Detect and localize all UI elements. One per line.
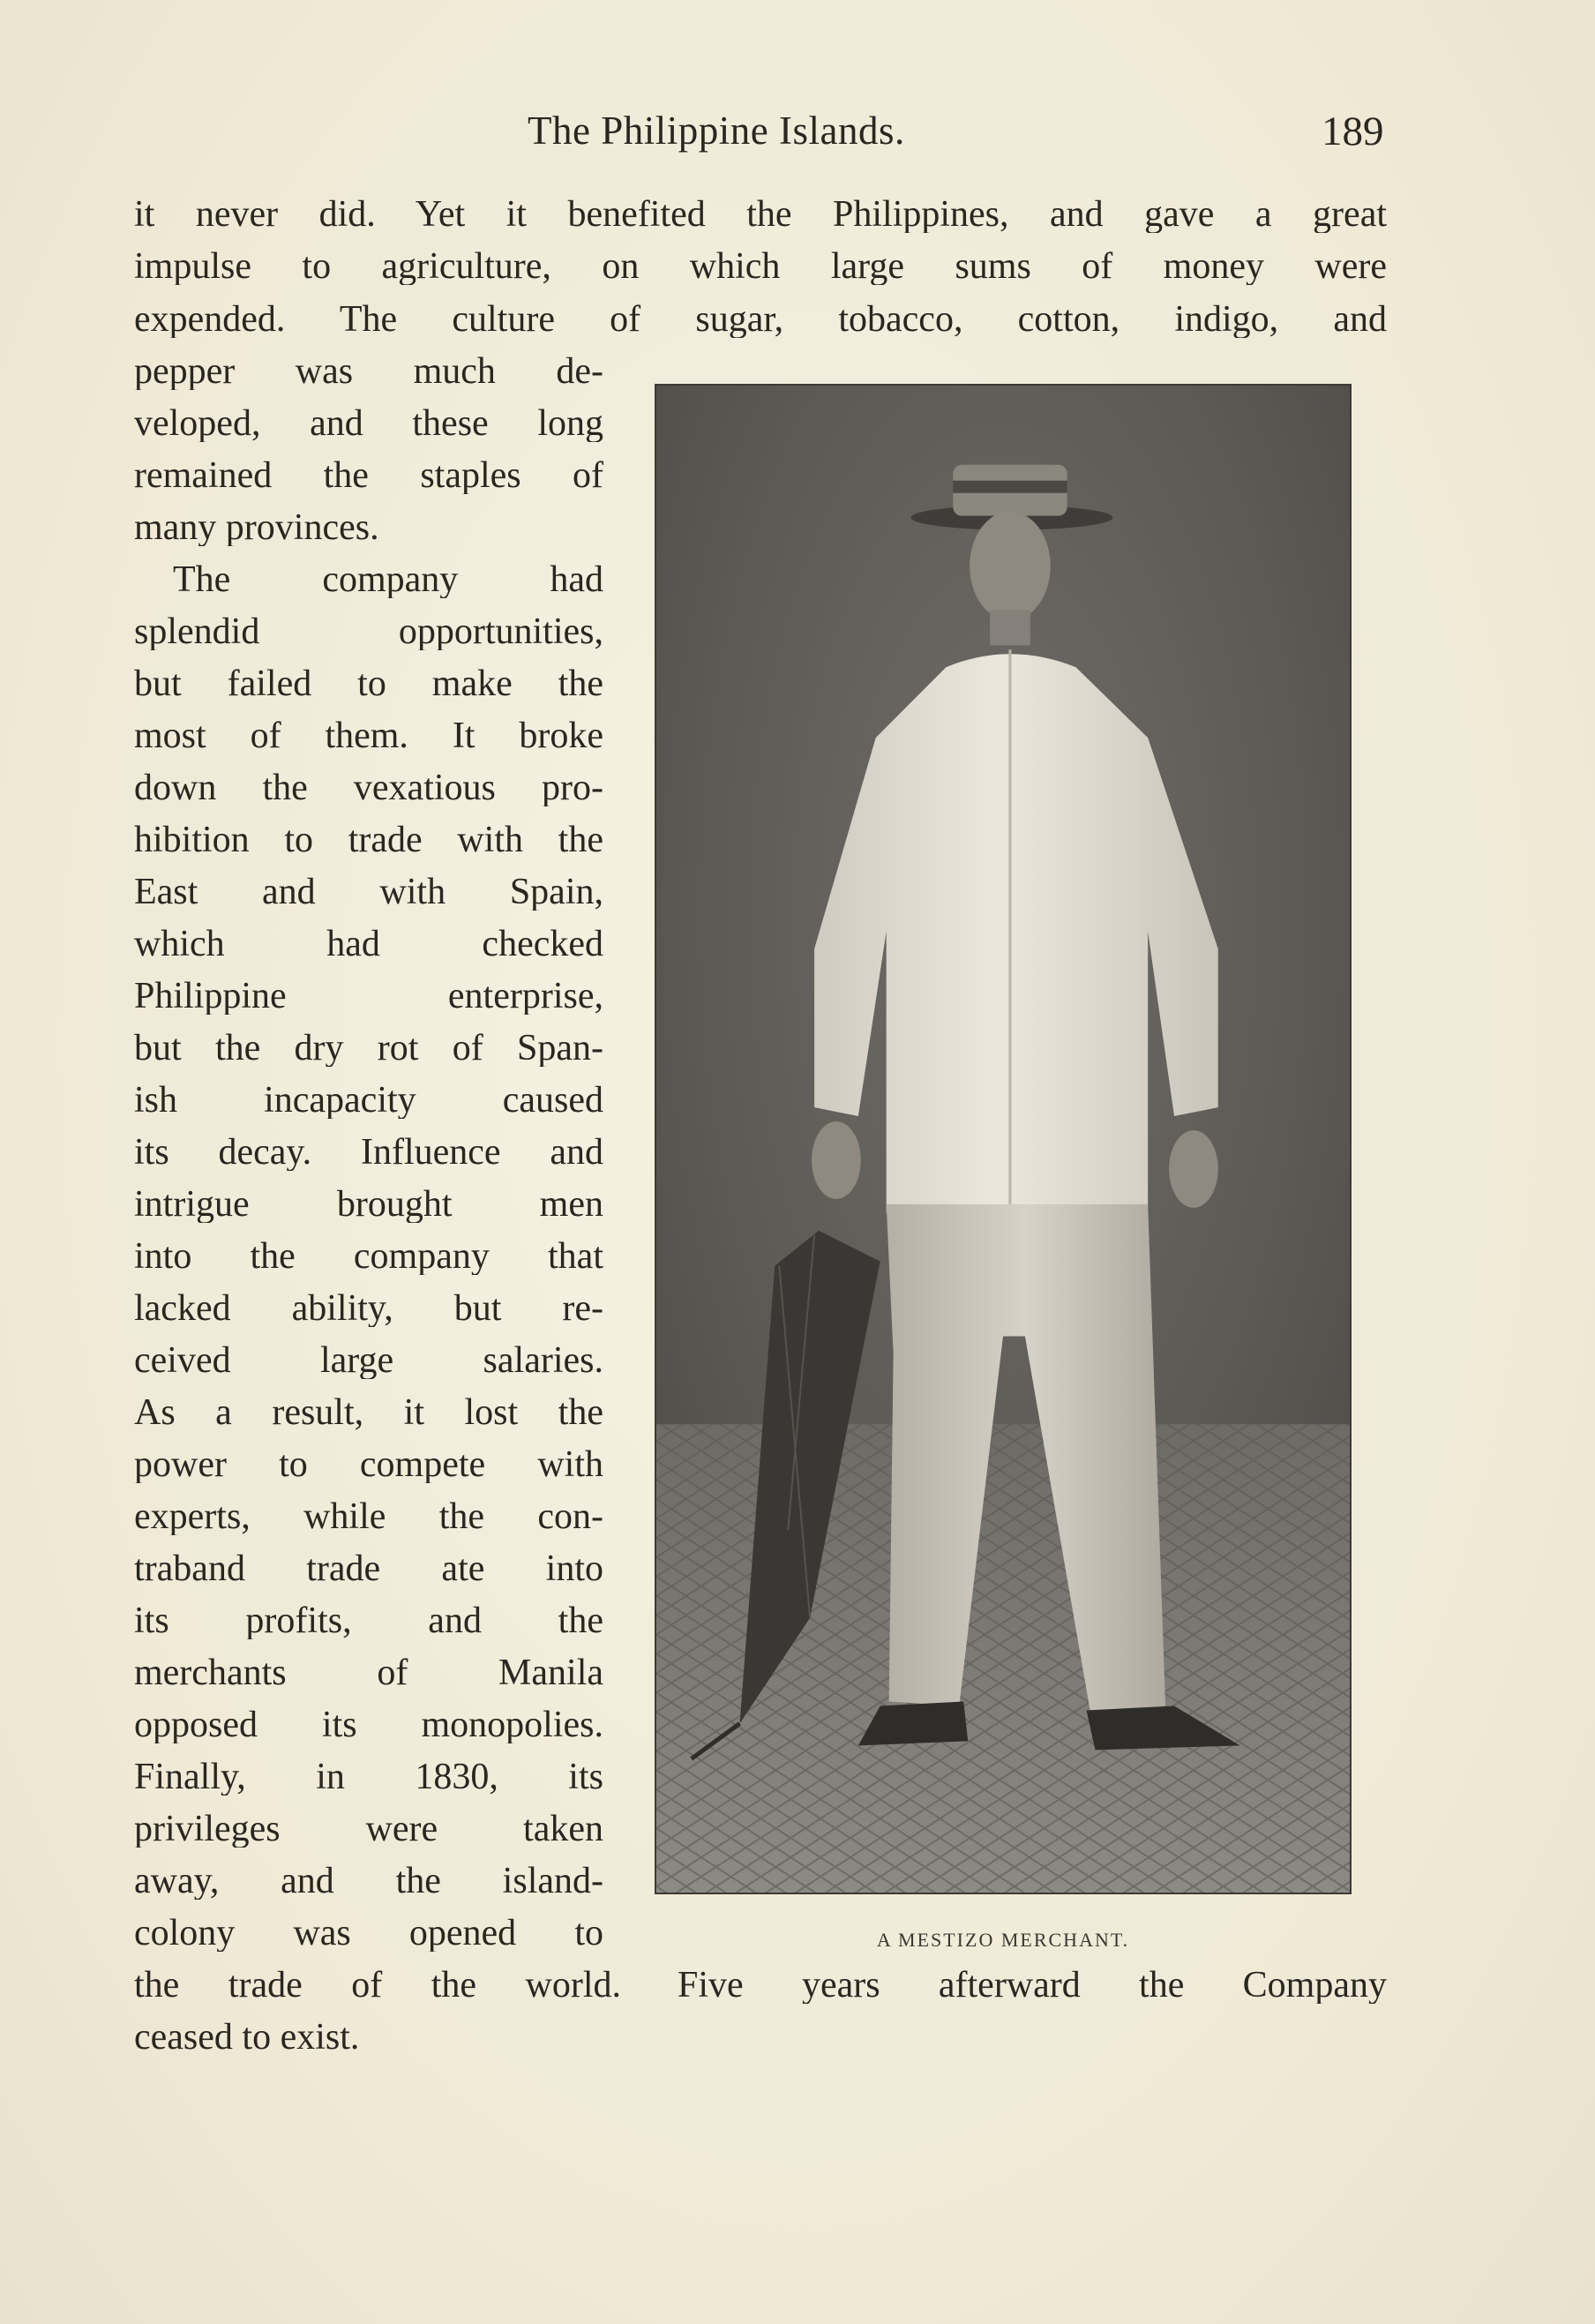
- text-line: experts, while the con-: [134, 1498, 603, 1535]
- text-line: impulse to agriculture, on which large sums of money were: [134, 248, 1387, 285]
- text-line: veloped, and these long: [134, 405, 603, 442]
- text-line: East and with Spain,: [134, 873, 603, 911]
- text-line: Five years afterward the Company: [678, 1967, 1387, 2004]
- text-line: but failed to make the: [134, 665, 603, 702]
- text-line: intrigue brought men: [134, 1186, 603, 1223]
- photo-plate: [655, 384, 1352, 1894]
- text-line: remained the staples of: [134, 457, 603, 494]
- text-line: Philippine enterprise,: [134, 978, 603, 1015]
- text-line: The company had: [173, 561, 603, 598]
- mestizo-merchant-illustration: [656, 386, 1350, 1893]
- text-line: As a result, it lost the: [134, 1394, 603, 1431]
- text-line: hibition to trade with the: [134, 821, 603, 858]
- text-line: down the vexatious pro-: [134, 769, 603, 806]
- text-line: Finally, in 1830, its: [134, 1758, 603, 1795]
- text-line: its profits, and the: [134, 1602, 603, 1639]
- text-line: most of them. It broke: [134, 717, 603, 754]
- text-line: away, and the island-: [134, 1863, 603, 1900]
- text-line: ceived large salaries.: [134, 1342, 603, 1379]
- text-line: into the company that: [134, 1238, 603, 1275]
- text-line: power to compete with: [134, 1446, 603, 1483]
- text-line: merchants of Manila: [134, 1654, 603, 1691]
- text-line: colony was opened to: [134, 1915, 603, 1952]
- text-line: which had checked: [134, 926, 603, 963]
- text-line: ish incapacity caused: [134, 1082, 603, 1119]
- text-line: lacked ability, but re-: [134, 1290, 603, 1327]
- text-line: privileges were taken: [134, 1810, 603, 1848]
- running-title: The Philippine Islands.: [528, 109, 905, 153]
- text-line: splendid opportunities,: [134, 613, 603, 650]
- text-line: expended. The culture of sugar, tobacco, cotton, indigo, and: [134, 301, 1387, 338]
- text-line: its decay. Influence and: [134, 1134, 603, 1171]
- text-line: ceased to exist.: [134, 2019, 360, 2056]
- text-line: it never did. Yet it benefited the Philippines, and gave a great: [134, 196, 1387, 233]
- text-line: traband trade ate into: [134, 1550, 603, 1587]
- text-line: the trade of the world.: [134, 1967, 621, 2004]
- text-line: many provinces.: [134, 509, 379, 546]
- figure-caption: A MESTIZO MERCHANT.: [876, 1929, 1130, 1951]
- text-line: opposed its monopolies.: [134, 1706, 603, 1743]
- page-number: 189: [1322, 109, 1384, 154]
- text-line: but the dry rot of Span-: [134, 1030, 603, 1067]
- text-line: pepper was much de-: [134, 353, 603, 390]
